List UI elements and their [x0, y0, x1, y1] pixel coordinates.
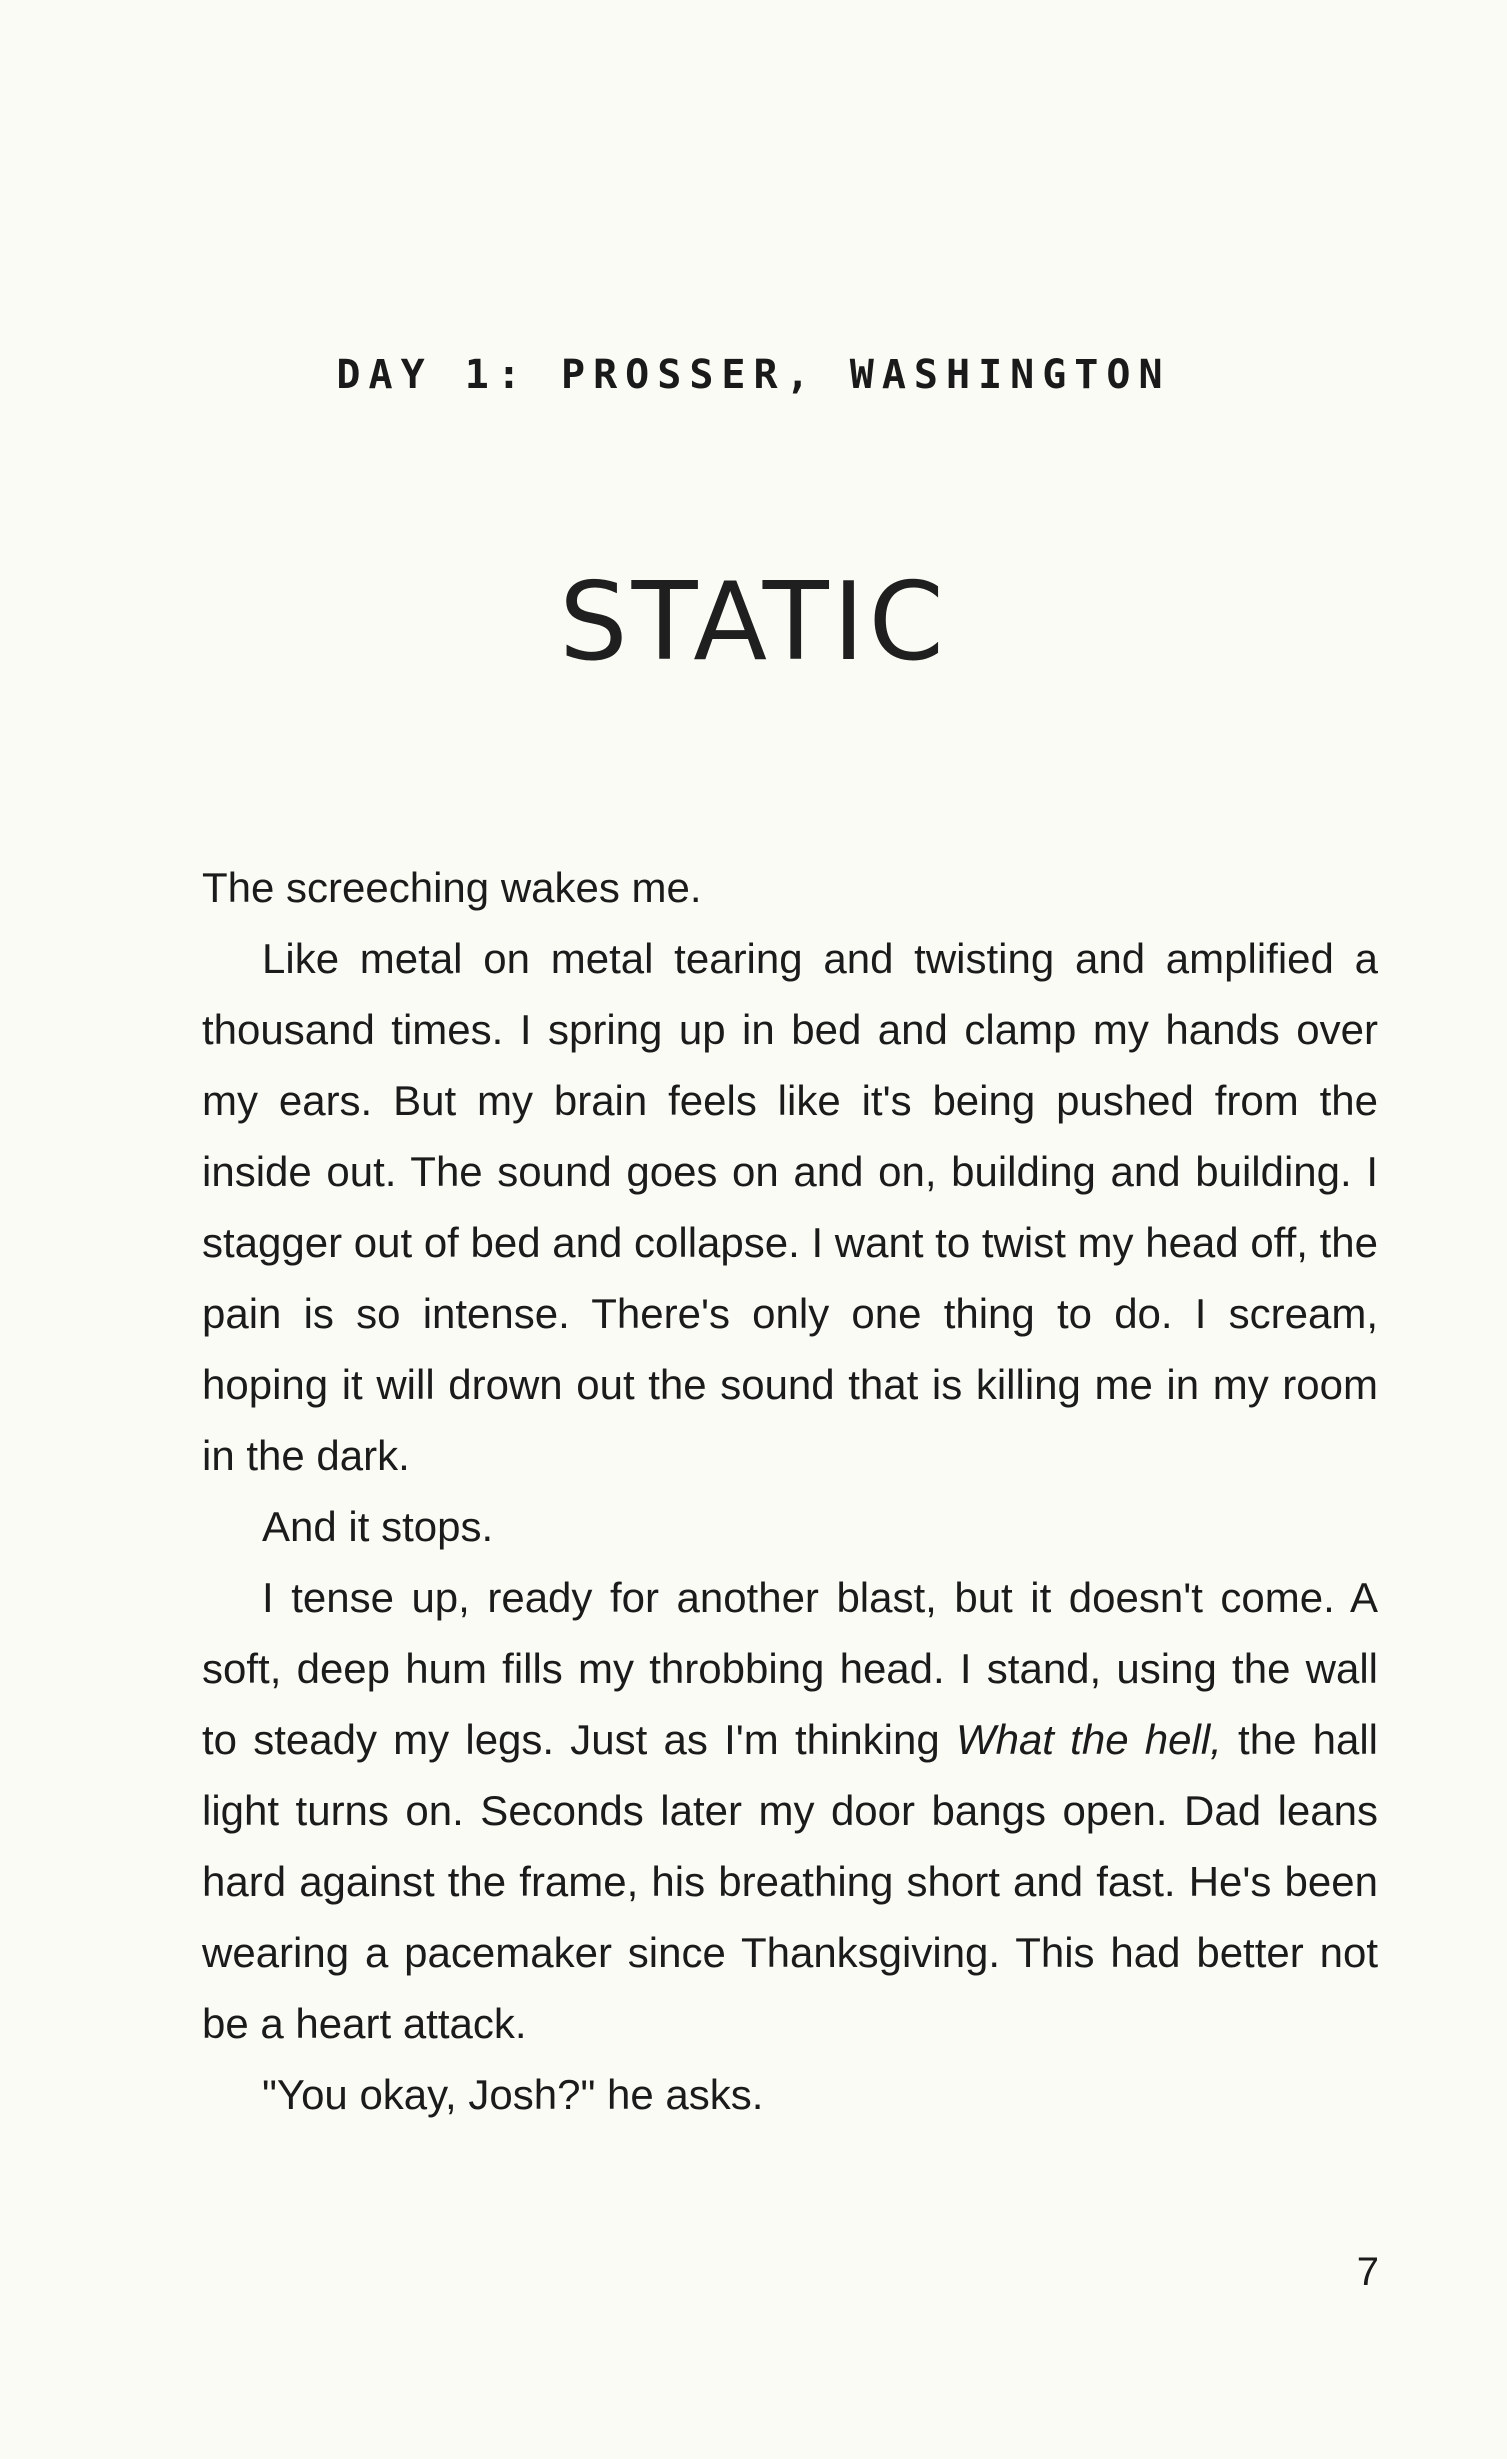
paragraph: The screeching wakes me. — [202, 864, 702, 911]
italic-thought: What the hell, — [955, 1716, 1222, 1763]
paragraph: "You okay, Josh?" he asks. — [262, 2071, 764, 2118]
page-number: 7 — [1356, 2250, 1379, 2294]
day-location-heading: DAY 1: PROSSER, WASHINGTON — [336, 352, 1171, 398]
paragraph: And it stops. — [262, 1503, 494, 1550]
paragraph: Like metal on metal tearing and twisting and amplified a thousand times. I spring up in bed and clamp my hands over my ears. But my brain feels like it's being pushed from the inside out. The sound goes on and on, building and building. I stagger out of bed and collapse. I want to twist my head off, the pain is so intense. There's only one thing to do. I scream, hoping it will drown out the sound that is killing me in my room in the dark. — [202, 935, 1378, 1479]
paragraph — [202, 1562, 1378, 2059]
chapter-body — [202, 852, 1378, 2130]
paragraph-text: the hall light turns on. Seconds later my door bangs open. Dad leans hard against the frame, his breathing short and fast. He's been wearing a pacemaker since Thanksgiving. This had better not be a heart attack. — [202, 1716, 1379, 2047]
paragraph-text: I tense up, ready for another blast, but it doesn't come. A soft, deep hum fills my throbbing head. I stand, using the wall to steady my legs. Just as I'm thinking — [202, 1574, 1378, 1763]
chapter-title: STATIC — [559, 560, 948, 685]
